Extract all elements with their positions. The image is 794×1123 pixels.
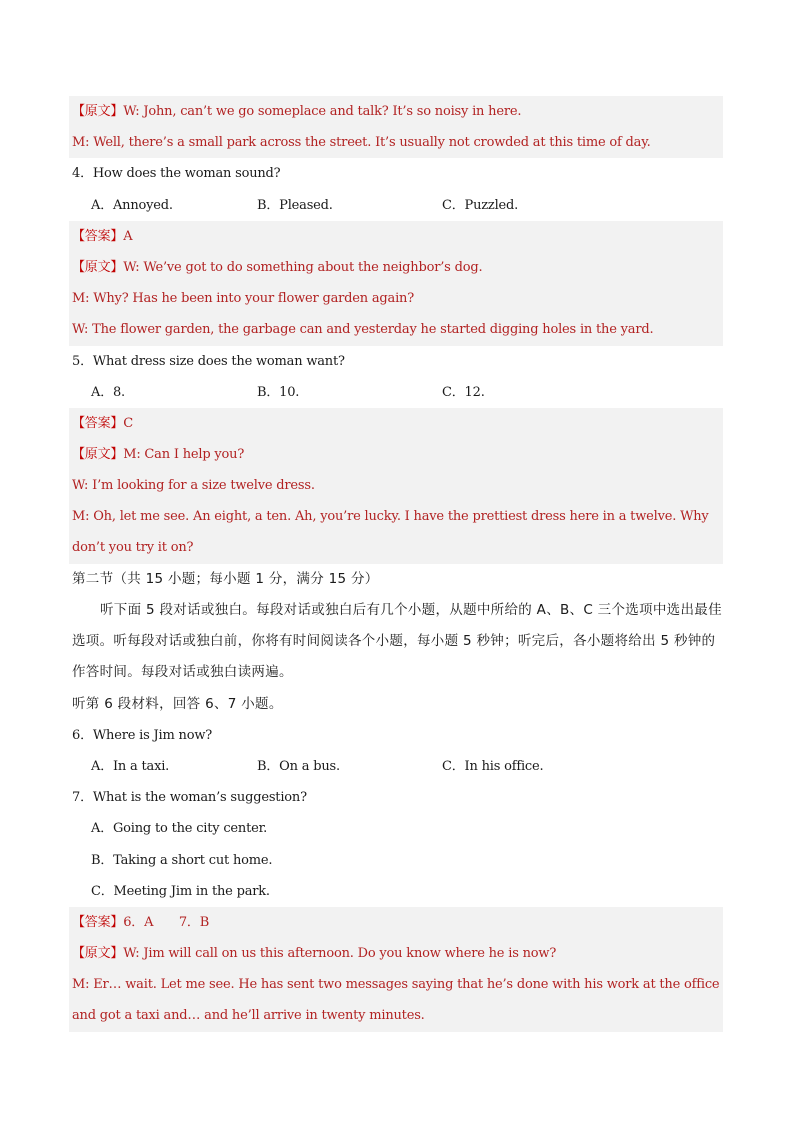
transcript-text: M: Can I help you? [123,447,245,463]
question-5-options [69,377,723,408]
question-4: 4．How does the woman sound? [72,166,281,182]
answer-line [69,907,723,938]
question-4-options [69,190,723,221]
transcript-line: W: The flower garden, the garbage can and yesterday he started digging holes in the yard. [69,314,723,345]
question-6: 6．Where is Jim now? [72,727,213,743]
transcript-line [69,252,723,283]
question-7: 7．What is the woman’s suggestion? [72,790,307,806]
transcript-line [69,96,723,127]
answer-value: C [123,415,133,431]
transcript-text: W: Jim will call on us this afternoon. Do you know where he is now? [123,946,557,962]
option-c: C．12. [442,384,485,400]
transcript-tag: 【原文】 [72,447,124,463]
transcript-text: W: John, can’t we go someplace and talk? It’s so noisy in here. [123,104,522,119]
option-c: C．Meeting Jim in the park. [91,883,270,899]
option-a: A．In a taxi. [91,758,170,774]
option-b: B．Pleased. [257,197,333,213]
transcript-tag: 【原文】 [72,259,124,275]
transcript-tag: 【原文】 [72,104,124,119]
answer-line [69,408,723,439]
transcript-line: M: Why? Has he been into your flower garden again? [69,283,723,314]
answer-line [69,221,723,252]
document-page [69,96,723,1032]
transcript-line [69,938,723,969]
answer-value: 6．A 7．B [123,914,210,930]
section-instructions: 听下面 5 段对话或独白。每段对话或独白后有几个小题，从题中所给的 A、B、C 三个选项中选出最佳选项。听每段对话或独白前，你将有时间阅读各个小题，每小题 5 秒钟；听完后，各小题将给出 5 秒钟的作答时间。每段对话或独白读两遍。 [72,602,722,681]
transcript-line: M: Oh, let me see. An eight, a ten. Ah, you’re lucky. I have the prettiest dress here in a twelve. Why don’t you try it on? [69,501,723,563]
option-a: A．Annoyed. [91,197,173,213]
option-c: C．Puzzled. [442,197,519,213]
transcript-line: W: I’m looking for a size twelve dress. [69,470,723,501]
question-6-options [69,751,723,782]
answer-value: A [123,228,133,244]
material-intro: 听第 6 段材料，回答 6、7 小题。 [72,695,283,712]
option-b: B．On a bus. [257,758,340,774]
option-a: A．Going to the city center. [91,821,268,837]
transcript-text: W: We’ve got to do something about the neighbor’s dog. [123,259,483,275]
option-c: C．In his office. [442,758,544,774]
option-b: B．Taking a short cut home. [91,852,273,868]
transcript-line [69,439,723,470]
question-5: 5．What dress size does the woman want? [72,353,345,369]
transcript-tag: 【原文】 [72,946,124,962]
section-heading: 第二节（共 15 小题；每小题 1 分，满分 15 分） [72,570,379,587]
transcript-line: M: Er… wait. Let me see. He has sent two messages saying that he’s done with his work at the office and got a taxi and… and he’ll arrive in twenty minutes. [69,969,723,1031]
answer-tag: 【答案】 [72,415,124,431]
option-a: A．8. [91,384,125,400]
answer-tag: 【答案】 [72,914,124,930]
transcript-line: M: Well, there’s a small park across the street. It’s usually not crowded at this time of day. [69,127,723,158]
option-b: B．10. [257,384,300,400]
answer-tag: 【答案】 [72,228,124,244]
